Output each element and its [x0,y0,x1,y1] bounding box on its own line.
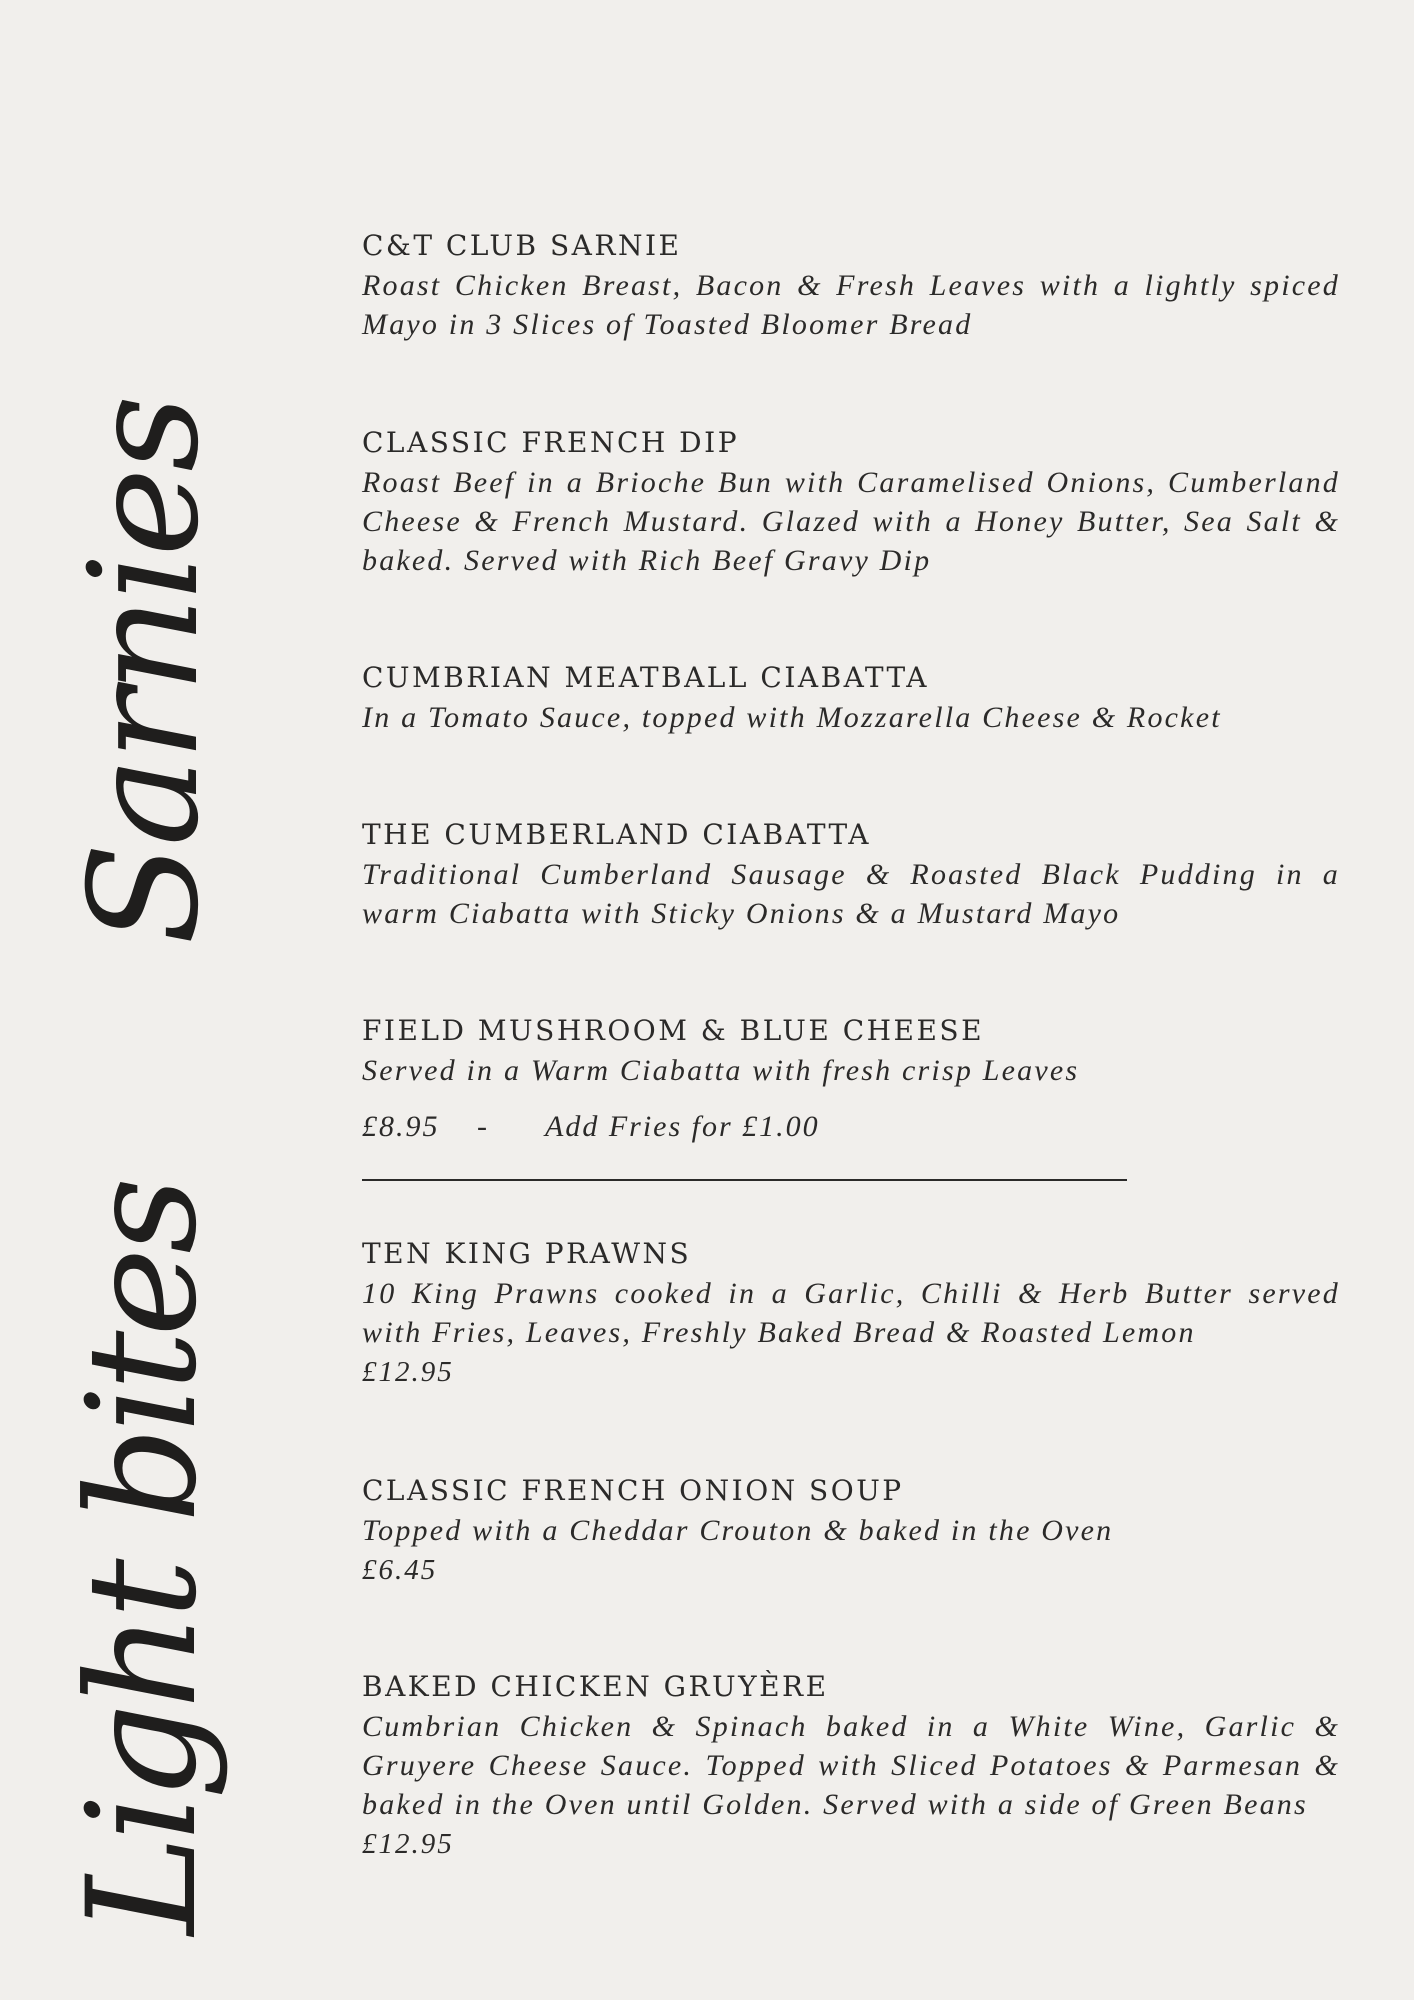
sarnies-section [362,226,1340,1181]
sarnies-price-line [362,1107,1340,1147]
menu-item-price: £6.45 [362,1554,438,1586]
menu-item [362,423,1340,658]
menu-item-description: Traditional Cumberland Sausage & Roasted Black Pudding in a warm Ciabatta with Sticky Onions & a Mustard Mayo [362,858,1340,930]
menu-item-price: £12.95 [362,1828,454,1860]
price-separator: - [477,1110,489,1143]
sarnies-section-title: Sarnies [58,398,232,945]
menu-item [362,1011,1340,1107]
section-divider [362,1179,1127,1181]
menu-item-description: Roast Chicken Breast, Bacon & Fresh Leaves with a lightly spiced Mayo in 3 Slices of Toasted Bloomer Bread [362,269,1340,341]
menu-item-description: In a Tomato Sauce, topped with Mozzarella Cheese & Rocket [362,701,1222,734]
menu-item-name: CLASSIC FRENCH ONION SOUP [362,1474,904,1507]
menu-item-description: Cumbrian Chicken & Spinach baked in a White Wine, Garlic & Gruyere Cheese Sauce. Topped with Sliced Potatoes & Parmesan & baked in the Oven until Golden. Served with a side of Green Beans [362,1710,1340,1821]
menu-item [362,658,1340,815]
menu-item-description: Topped with a Cheddar Crouton & baked in the Oven [362,1514,1114,1547]
menu-item-name: BAKED CHICKEN GRUYÈRE [362,1670,829,1703]
menu-item-name: CUMBRIAN MEATBALL CIABATTA [362,661,929,694]
light-bites-section [362,1234,1340,1864]
menu-item [362,1471,1340,1667]
menu-content [362,226,1340,1864]
menu-item-name: THE CUMBERLAND CIABATTA [362,818,871,851]
menu-item-description: 10 King Prawns cooked in a Garlic, Chilli & Herb Butter served with Fries, Leaves, Freshly Baked Bread & Roasted Lemon [362,1277,1340,1349]
menu-item [362,815,1340,1011]
menu-item [362,1667,1340,1864]
light-bites-section-title: Light bites [56,1182,230,1935]
menu-item-description: Served in a Warm Ciabatta with fresh crisp Leaves [362,1054,1080,1087]
menu-item-name: TEN KING PRAWNS [362,1237,692,1270]
menu-item [362,226,1340,423]
menu-item-price: £12.95 [362,1356,454,1388]
menu-item-name: FIELD MUSHROOM & BLUE CHEESE [362,1014,985,1047]
menu-item-name: CLASSIC FRENCH DIP [362,426,740,459]
sarnies-price: £8.95 [362,1110,440,1143]
add-fries-note: Add Fries for £1.00 [545,1110,820,1143]
menu-item-name: C&T CLUB SARNIE [362,229,682,262]
menu-item [362,1234,1340,1471]
menu-item-description: Roast Beef in a Brioche Bun with Caramelised Onions, Cumberland Cheese & French Mustard. Glazed with a Honey Butter, Sea Salt & baked. Served with Rich Beef Gravy Dip [362,466,1340,577]
